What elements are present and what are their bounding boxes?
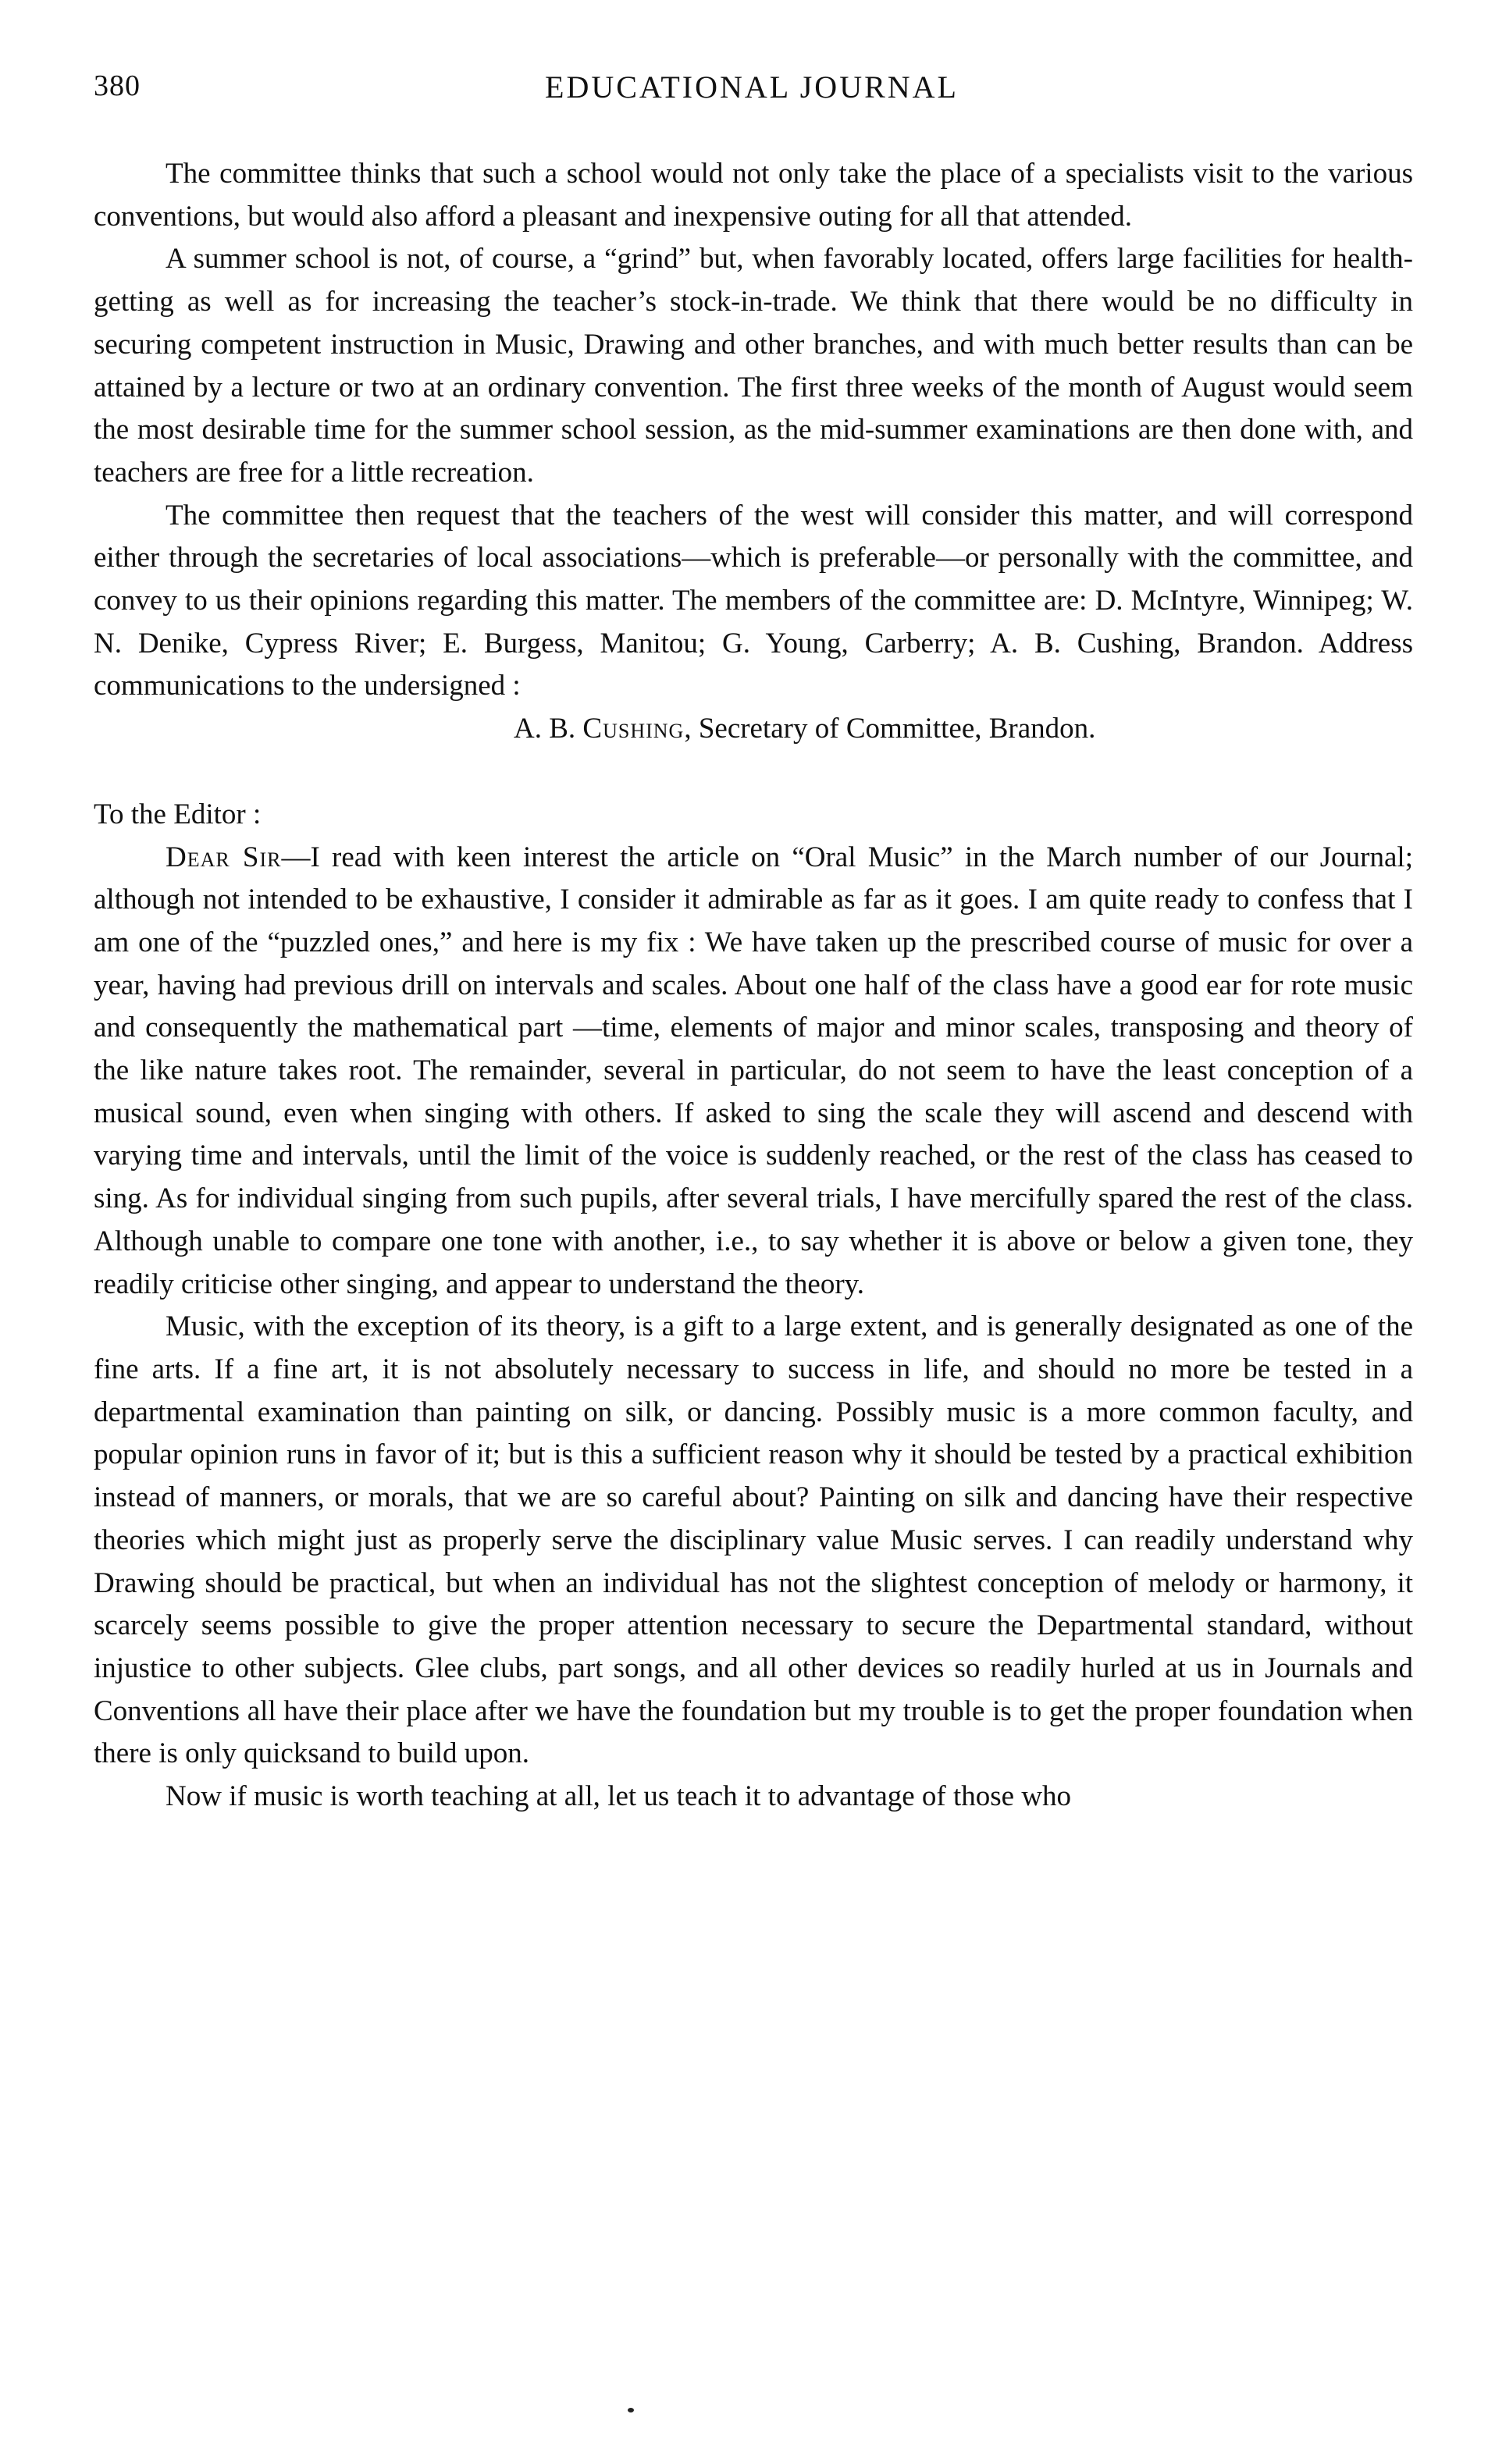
- page-number: 380: [94, 69, 141, 102]
- print-mark: [628, 2408, 634, 2412]
- paragraph: A summer school is not, of course, a “grind” but, when favorably located, offers large facilities for health-getting as well as for increasing the teacher’s stock-in-trade. We think that there would be no difficulty in securing competent instruction in Music, Drawing and other branches, and with much better results than can be attained by a lecture or two at an ordinary convention. The first three weeks of the month of August would seem the most desirable time for the summer school session, as the mid-summer examinations are then done with, and teachers are free for a little recreation.: [94, 243, 1413, 489]
- paragraph: Music, with the exception of its theory, is a gift to a large extent, and is generally designated as one of the fine arts. If a fine art, it is not absolutely necessary to success in life, and should no more be tested in a departmental examination than painting on silk, or dancing. Possibly music is a more common faculty, and popular opinion runs in favor of it; but is this a sufficient reason why it should be tested by a practical exhibition instead of manners, or morals, that we are so careful about? Painting on silk and dancing have their respective theories which might just as properly serve the disciplinary value Music serves. I can readily understand why Drawing should be practical, but when an individual has not the slightest conception of melody or harmony, it scarcely seems possible to give the proper attention necessary to secure the Departmental standard, without injustice to other subjects. Glee clubs, part songs, and all other devices so readily hurled at us in Journals and Conventions all have their place after we have the foundation but my trouble is to get the proper foundation when there is only quicksand to build upon.: [94, 1310, 1413, 1770]
- signature-surname: Cushing: [582, 713, 685, 745]
- page-header: [94, 69, 1410, 116]
- salutation: To the Editor :: [94, 798, 262, 830]
- article-body: [94, 153, 1413, 1819]
- paragraph: Now if music is worth teaching at all, let us teach it to advantage of those who: [166, 1780, 1072, 1813]
- paragraph: The committee then request that the teachers of the west will consider this matter, and will correspond either through the secretaries of local associations—which is preferable—or personally with the committee, and convey to us their opinions regarding this matter. The members of the committee are: D. McIntyre, Winnipeg; W. N. Denike, Cypress River; E. Burgess, Manitou; G. Young, Carberry; A. B. Cushing, Brandon. Address communications to the undersigned :: [94, 499, 1413, 702]
- running-title: EDUCATIONAL JOURNAL: [545, 69, 959, 105]
- signature-title: , Secretary of Committee, Brandon.: [684, 713, 1096, 745]
- paragraph: The committee thinks that such a school would not only take the place of a specialists visit to the various conventions, but would also afford a pleasant and inexpensive outing for all that attended.: [94, 158, 1413, 233]
- editor-letter: [94, 794, 1413, 1819]
- paragraph-text: —I read with keen interest the article on “Oral Music” in the March number of our Journal; although not intended to be exhaustive, I consider it admirable as far as it goes. I am quite ready to confess that I am one of the “puzzled ones,” and here is my fix : We have taken up the prescribed course of music for over a year, having had previous drill on intervals and scales. About one half of the class have a good ear for rote music and consequently the mathematical part —time, elements of major and minor scales, transposing and theory of the like nature takes root. The remainder, several in particular, do not seem to have the least conception of a musical sound, even when singing with others. If asked to sing the scale they will ascend and descend with varying time and intervals, until the limit of the voice is suddenly reached, or the rest of the class has ceased to sing. As for individual singing from such pupils, after several trials, I have mercifully spared the rest of the class. Although unable to compare one tone with another, i.e., to say whether it is above or below a given tone, they readily criticise other singing, and appear to understand the theory.: [94, 841, 1413, 1300]
- signature-line: [94, 708, 1413, 751]
- signature-initials: A. B.: [514, 713, 576, 745]
- paragraph: [94, 837, 1413, 1307]
- opening-words: Dear Sir: [166, 841, 282, 873]
- committee-letter: [94, 153, 1413, 751]
